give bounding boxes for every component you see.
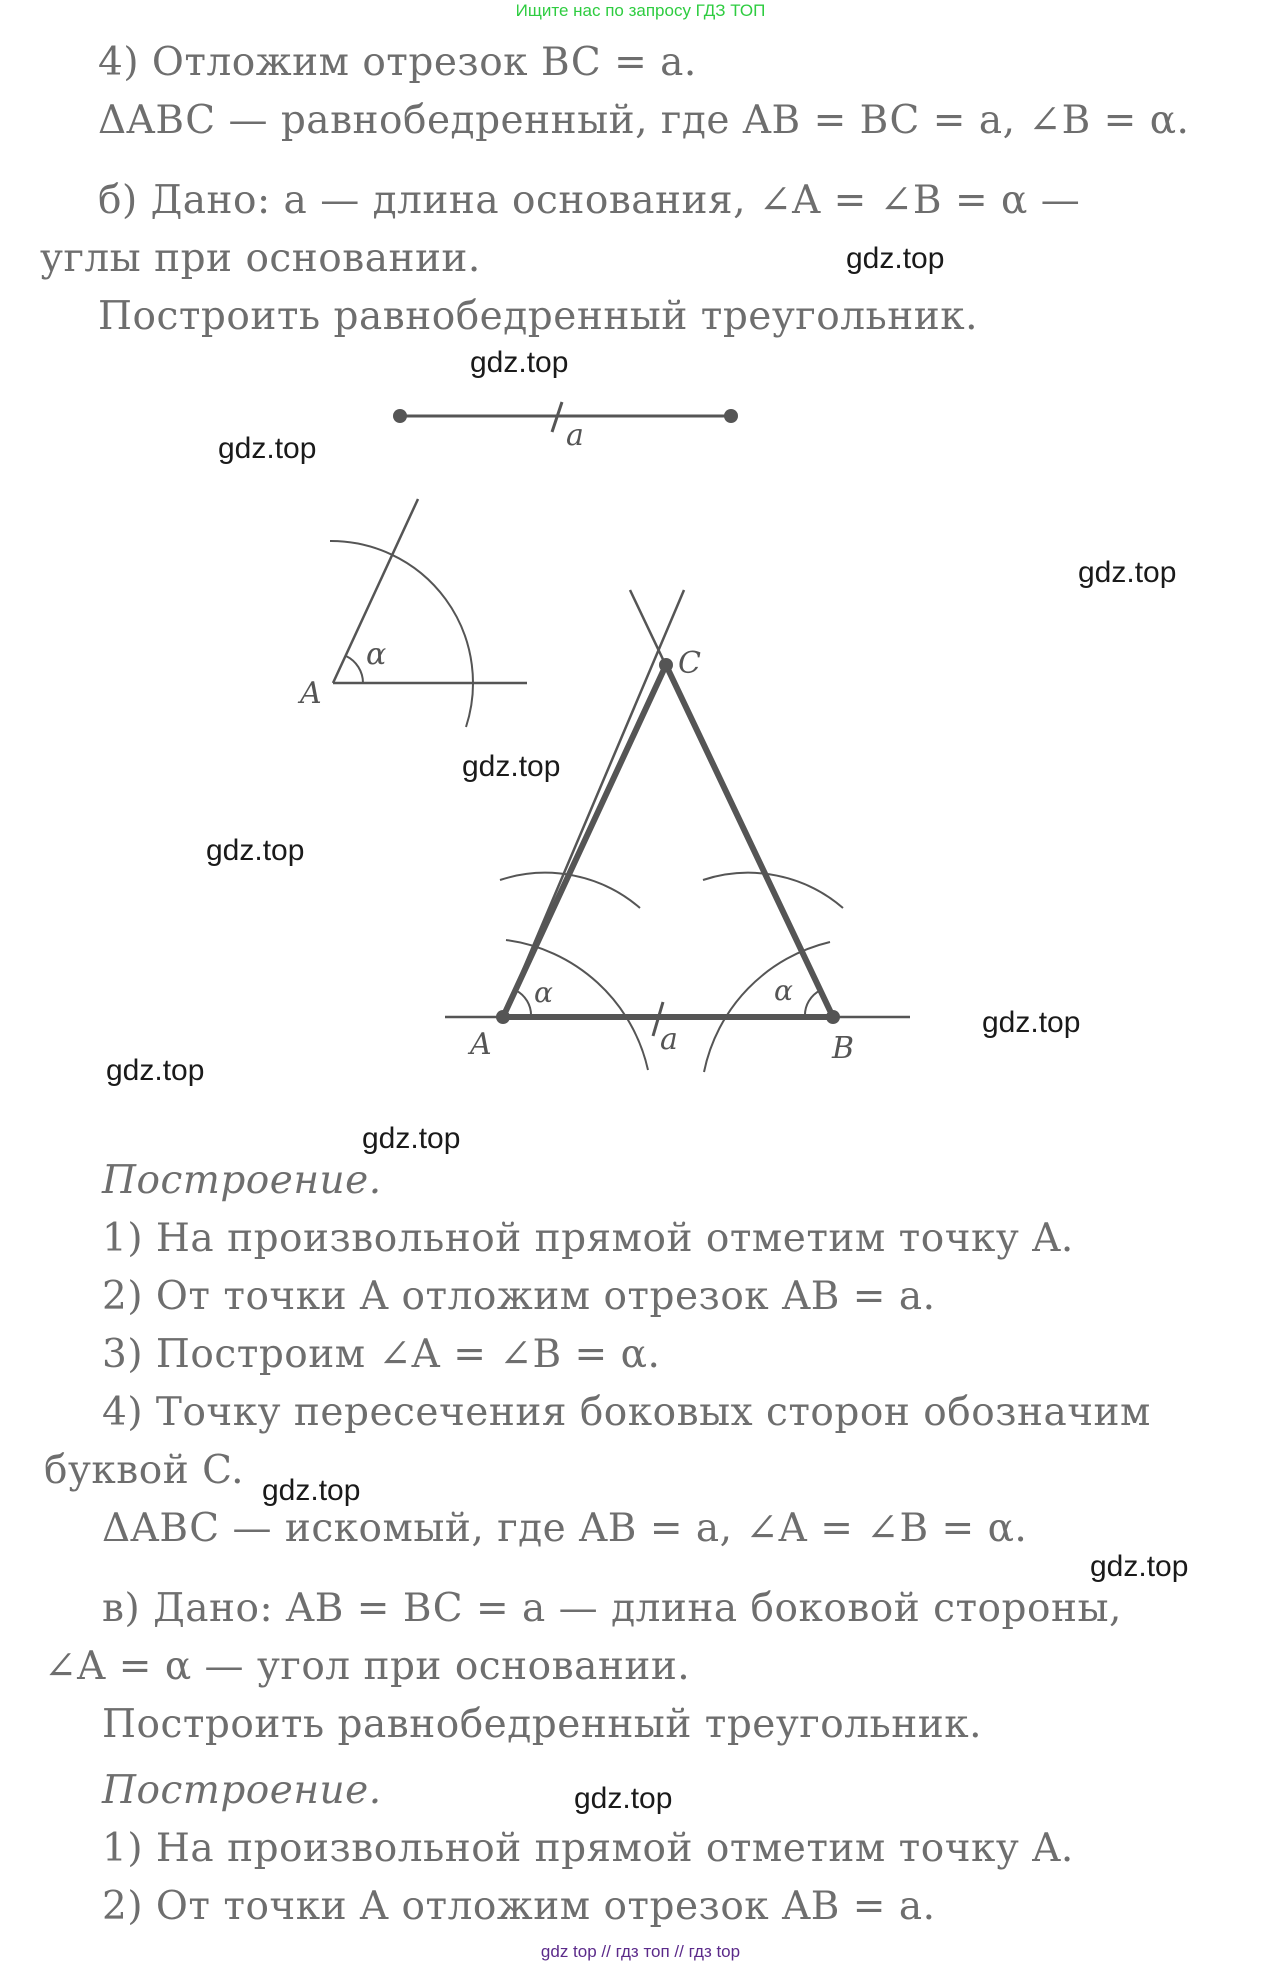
given-angle-alpha bbox=[297, 499, 527, 727]
part-v-heading: Построение. bbox=[102, 1768, 382, 1813]
part-v-given: в) Дано: AB = BC = a — длина боковой стороны, bbox=[102, 1586, 1122, 1631]
angle-b-alpha: α bbox=[774, 974, 793, 1007]
watermark: gdz.top bbox=[846, 242, 945, 275]
footer-links[interactable]: gdz top // гдз топ // гдз top bbox=[540, 1942, 741, 1961]
angle-vertex-label: A bbox=[300, 676, 322, 711]
text-line-result-b: ΔABC — равнобедренный, где AB = BC = a, ∠B = α. bbox=[98, 98, 1190, 143]
watermark: gdz.top bbox=[1078, 556, 1177, 589]
part-v-step-2: 2) От точки A отложим отрезок AB = a. bbox=[102, 1884, 936, 1929]
watermark: gdz.top bbox=[462, 750, 561, 783]
watermark: gdz.top bbox=[1090, 1550, 1189, 1583]
vertex-a-label: A bbox=[470, 1027, 492, 1062]
text-line-given-b-cont: углы при основании. bbox=[40, 236, 481, 281]
construction-step-3: 3) Построим ∠A = ∠B = α. bbox=[102, 1332, 661, 1377]
segment-a-label: a bbox=[566, 418, 584, 453]
text-line-step4: 4) Отложим отрезок BC = a. bbox=[98, 40, 697, 85]
part-v-given-cont: ∠A = α — угол при основании. bbox=[44, 1644, 691, 1689]
text-line-task-b: Построить равнобедренный треугольник. bbox=[98, 294, 978, 339]
construction-step-1: 1) На произвольной прямой отметим точку A. bbox=[102, 1216, 1074, 1261]
construction-step-2: 2) От точки A отложим отрезок AB = a. bbox=[102, 1274, 936, 1319]
part-v-step-1: 1) На произвольной прямой отметим точку A. bbox=[102, 1826, 1074, 1871]
watermark: gdz.top bbox=[262, 1474, 361, 1507]
given-segment-a bbox=[393, 402, 738, 453]
triangle-abc bbox=[445, 590, 910, 1072]
construction-heading: Построение. bbox=[102, 1158, 382, 1203]
vertex-b-label: B bbox=[832, 1031, 855, 1066]
vertex-c-label: C bbox=[678, 646, 701, 681]
watermark: gdz.top bbox=[574, 1782, 673, 1815]
watermark: gdz.top bbox=[106, 1054, 205, 1087]
watermark: gdz.top bbox=[470, 346, 569, 379]
construction-step-4-cont: буквой C. bbox=[44, 1448, 244, 1493]
angle-a-alpha: α bbox=[534, 976, 553, 1009]
watermark: gdz.top bbox=[982, 1006, 1081, 1039]
construction-step-4: 4) Точку пересечения боковых сторон обозначим bbox=[102, 1390, 1151, 1435]
base-a-label: a bbox=[660, 1022, 678, 1057]
construction-result: ΔABC — искомый, где AB = a, ∠A = ∠B = α. bbox=[102, 1506, 1028, 1551]
part-v-task: Построить равнобедренный треугольник. bbox=[102, 1702, 982, 1747]
watermark: gdz.top bbox=[362, 1122, 461, 1155]
text-line-given-b: б) Дано: a — длина основания, ∠A = ∠B = α — bbox=[98, 178, 1081, 223]
top-search-banner[interactable]: Ищите нас по запросу ГДЗ ТОП bbox=[515, 1, 766, 20]
angle-alpha-label: α bbox=[366, 637, 387, 672]
watermark: gdz.top bbox=[206, 834, 305, 867]
watermark: gdz.top bbox=[218, 432, 317, 465]
